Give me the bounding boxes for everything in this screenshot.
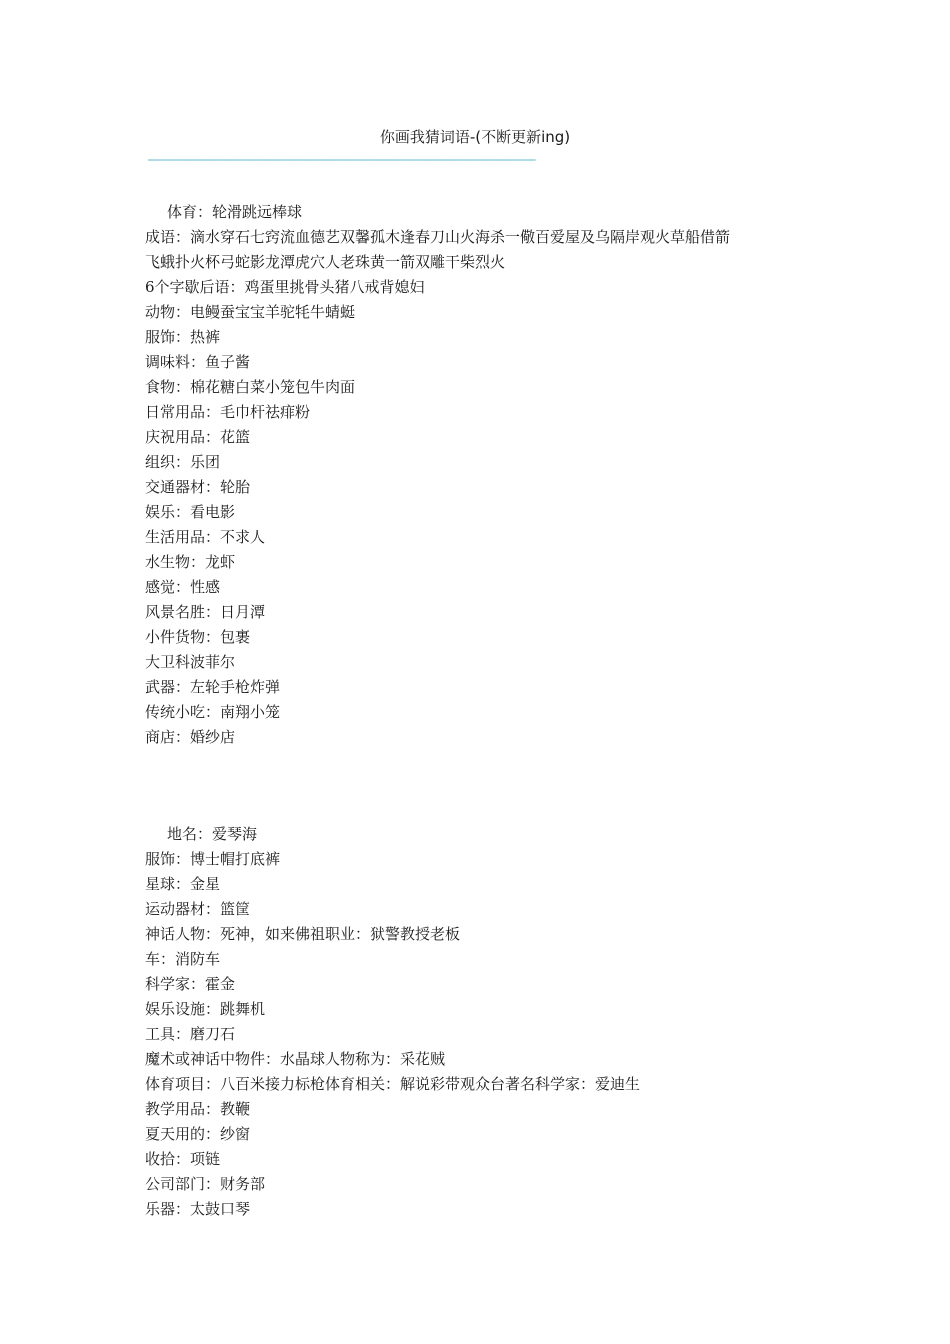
list-line: 地名：爱琴海	[167, 825, 258, 843]
list-line: 飞蛾扑火杯弓蛇影龙潭虎穴人老珠黄一箭双雕干柴烈火	[145, 253, 506, 271]
list-line: 传统小吃：南翔小笼	[145, 703, 281, 721]
list-line: 娱乐：看电影	[145, 503, 236, 521]
list-line: 武器：左轮手枪炸弹	[145, 678, 281, 696]
list-line: 魔术或神话中物件：水晶球人物称为：采花贼	[145, 1050, 446, 1068]
list-line: 组织：乐团	[145, 453, 221, 471]
list-line: 风景名胜：日月潭	[145, 603, 266, 621]
list-line: 庆祝用品：花篮	[145, 428, 251, 446]
list-line: 收拾：项链	[145, 1150, 221, 1168]
list-line: 服饰：热裤	[145, 328, 221, 346]
list-line: 小件货物：包裹	[145, 628, 251, 646]
list-line: 调味料：鱼子酱	[145, 353, 251, 371]
list-line: 大卫科波菲尔	[145, 653, 236, 671]
list-line: 教学用品：教鞭	[145, 1100, 251, 1118]
list-line: 生活用品：不求人	[145, 528, 266, 546]
list-line: 神话人物：死神，如来佛祖职业：狱警教授老板	[145, 925, 461, 943]
list-line: 动物：电鳗蚕宝宝羊驼牦牛蜻蜓	[145, 303, 356, 321]
list-line: 6个字歇后语：鸡蛋里挑骨头猪八戒背媳妇	[145, 278, 425, 296]
list-line: 运动器材：篮筐	[145, 900, 251, 918]
list-line: 科学家：霍金	[145, 975, 236, 993]
list-line: 乐器：太鼓口琴	[145, 1200, 251, 1218]
document-title: 你画我猜词语-(不断更新ing)	[379, 128, 571, 146]
list-line: 商店：婚纱店	[145, 728, 236, 746]
word-list-section-2	[145, 822, 815, 1222]
title-divider: ——————————————————————————————————————————————	[148, 152, 536, 168]
list-line: 娱乐设施：跳舞机	[145, 1000, 266, 1018]
word-list-section-1	[145, 200, 815, 750]
list-line: 水生物：龙虾	[145, 553, 236, 571]
list-line: 夏天用的：纱窗	[145, 1125, 251, 1143]
list-line: 交通器材：轮胎	[145, 478, 251, 496]
list-line: 日常用品：毛巾杆祛痱粉	[145, 403, 311, 421]
list-line: 感觉：性感	[145, 578, 221, 596]
list-line: 公司部门：财务部	[145, 1175, 266, 1193]
list-line: 体育项目：八百米接力标枪体育相关：解说彩带观众台著名科学家：爱迪生	[145, 1075, 641, 1093]
list-line: 工具：磨刀石	[145, 1025, 236, 1043]
list-line: 体育：轮滑跳远棒球	[167, 203, 303, 221]
list-line: 成语：滴水穿石七窍流血德艺双馨孤木逢春刀山火海杀一儆百爱屋及乌隔岸观火草船借箭	[145, 228, 731, 246]
list-line: 服饰：博士帽打底裤	[145, 850, 281, 868]
list-line: 食物：棉花糖白菜小笼包牛肉面	[145, 378, 356, 396]
list-line: 车：消防车	[145, 950, 221, 968]
list-line: 星球：金星	[145, 875, 221, 893]
